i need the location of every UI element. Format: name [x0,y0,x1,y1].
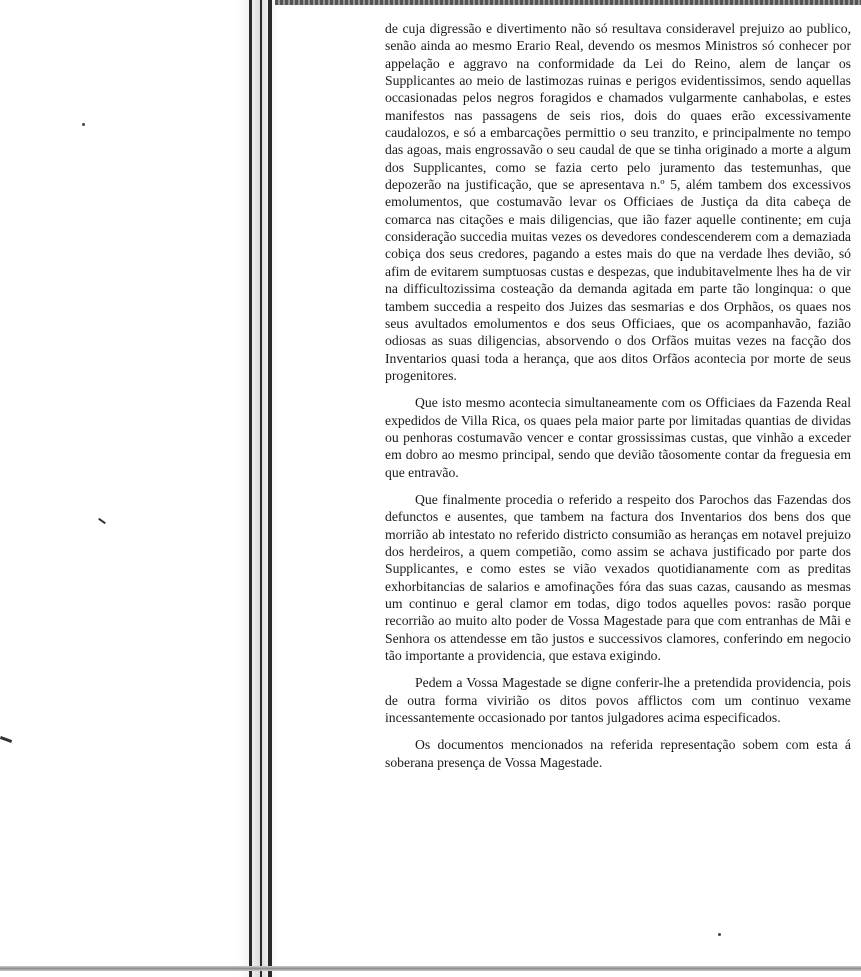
document-body [385,20,851,771]
book-gutter [238,0,278,977]
paragraph: Que finalmente procedia o referido a respeito dos Parochos das Fazendas dos defunctos e ausentes, que tambem na factura dos Inventarios dos bens dos que morrião ab intestato no referido districto consumião as heranças em notavel prejuizo dos herdeiros, a quem competião, como assim se achava justificado por parte dos Supplicantes, e como estes se vião vexados quotidianamente com as preditas exhorbitancias de salarios e amofinações fóra das suas cazas, causando as mesmas um continuo e geral clamor em todas, digo todos aquelles povos: rasão porque recorrião ao muito alto poder de Vossa Magestade para que com entranhas de Mãi e Senhora os attendesse em tão justos e successivos clamores, conferindo em negocio tão importante a providencia, que estava exigindo. [385,491,851,664]
paragraph: Pedem a Vossa Magestade se digne conferir-lhe a pretendida providencia, pois de outra forma vivirião os ditos povos afflictos com um continuo vexame incessantemente occasionado por tantos julgadores acima especificados. [385,675,851,726]
paper-speck [82,123,85,126]
paper-mark [0,736,12,743]
paper-speck [718,933,721,936]
paragraph: Os documentos mencionados na referida representação sobem com esta á soberana presença de Vossa Magestade. [385,737,851,770]
spine-edge-line [260,0,262,977]
paper-mark [98,518,106,524]
spine-edge-line [249,0,252,977]
page-bottom-border [0,966,861,971]
spine-edge-line [268,0,272,977]
paragraph: de cuja digressão e divertimento não só resultava consideravel prejuizo ao publico, senão ainda ao mesmo Erario Real, devendo os mesmos Ministros só conhecer por appelação e aggravo na conformidade da Lei do Reino, alem de lançar os Supplicantes ao meio de lastimozas ruinas e perigos evidentissimos, sendo aquellas occasionadas pelos negros foragidos e chamados vulgarmente canhabolas, e estes manifestos nas passagens de seis rios, dois do quaes erão excessivamente caudalozos, e só a embarcações permittio o seu tranzito, e principalmente no tempo das agoas, mais engrossavão o seu caudal de que se tinha originado a morte a algum dos Supplicantes, como se fazia certo pelo juramento das testemunhas, que depozerão na justificação, que se apresentava n.º 5, além tambem dos excessivos emolumentos, que costumavão levar os Officiaes de Justiça da dita cabeça de comarca nas citações e mais diligencias, que ião fazer aquelle continente; em cuja consideração succedia muitas vezes os devedores condescenderem com a demaziada cobiça dos seus credores, pagando a estes mais do que na verdade lhes devião, só afim de evitarem sumptuosas custas e despezas, que indubitavelmente lhes ha de vir na difficultozissima costeação da demanda agitada em parte tão longinqua: o que tambem succedia a respeito dos Juizes das sesmarias e dos Orphãos, os quaes nos seus avultados emolumentos e dos seus Officiaes, que os acompanhavão, fazião odiosas as suas diligencias, absorvendo o dos Orfãos muitas vezes na facção dos Inventarios quasi toda a herança, que aos ditos Orfãos acontecia por morte de seus progenitores. [385,21,851,383]
page-top-border [275,0,861,5]
paragraph: Que isto mesmo acontecia simultaneamente com os Officiaes da Fazenda Real expedidos de Villa Rica, os quaes pela maior parte por limitadas quantias de dividas ou penhoras costumavão vencer e contar grossissimas custas, que vinhão a exceder em dobro ao mesmo principal, sendo que devião tãosomente contar da freguesia em que entravão. [385,395,851,480]
